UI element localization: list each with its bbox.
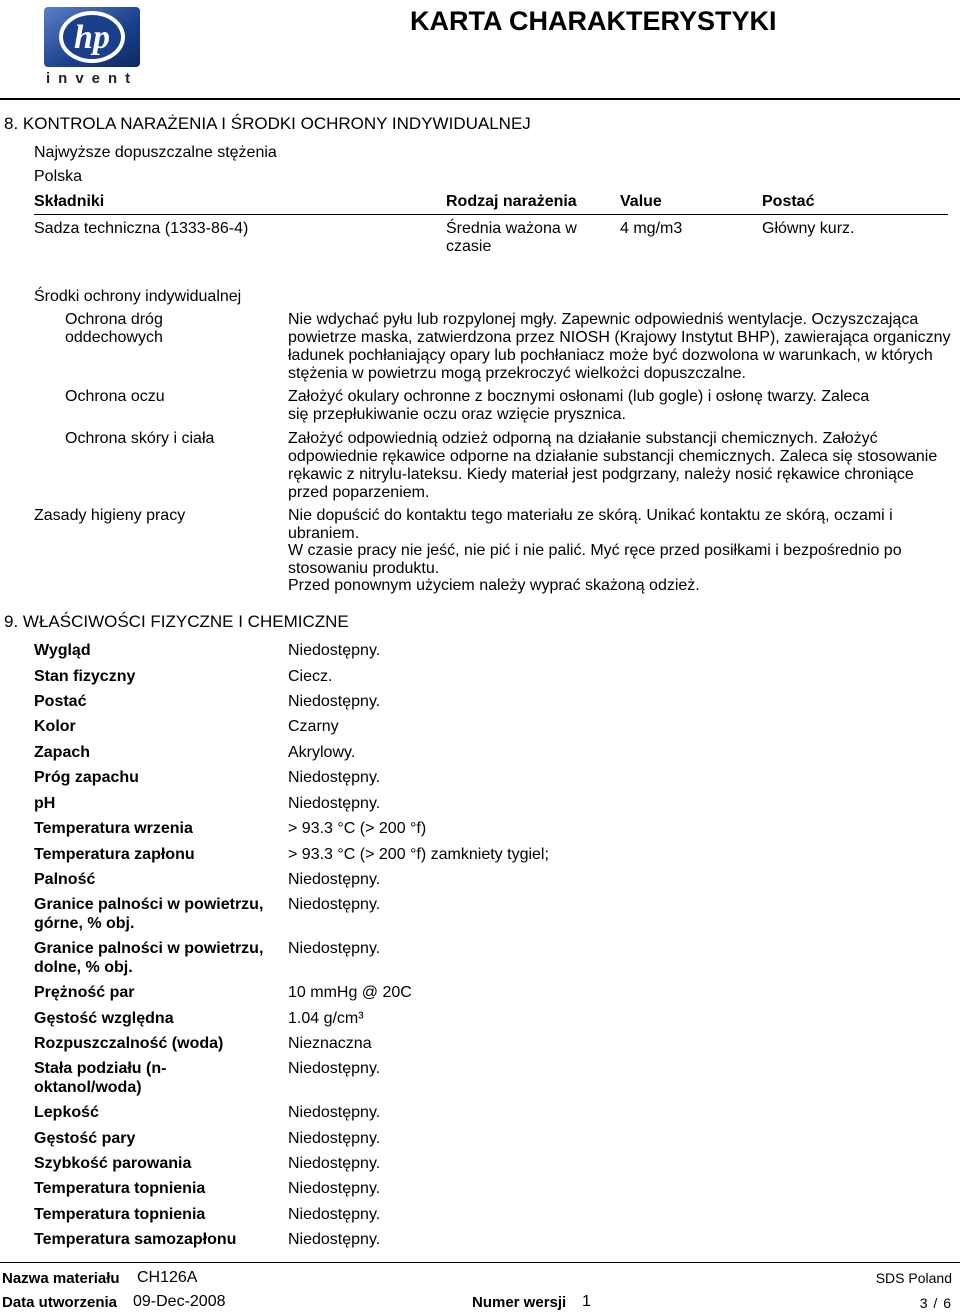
property-label: Lepkość (34, 1104, 99, 1121)
version-value: 1 (582, 1293, 591, 1310)
property-label: Prężność par (34, 984, 135, 1001)
ppe-heading: Środki ochrony indywidualnej (34, 288, 242, 305)
property-label: Kolor (34, 718, 76, 735)
footer-rule (0, 1262, 960, 1263)
ppe-text: Założyć odpowiednią odzież odporną na działanie substancji chemicznych. Założyć odpowiednie rękawice odporne na działanie substancji chemicznych. Zaleca się stosowanie rękawic z nitrylu-lateksu. Kiedy materiał jest podgrzany, należy nosić rękawice chroniące przed poparzeniem. (288, 430, 938, 501)
property-label: Granice palności w powietrzu, dolne, % obj. (34, 940, 264, 976)
material-name-value: CH126A (137, 1269, 198, 1286)
ppe-label: Ochrona oczu (65, 388, 165, 405)
property-label: Temperatura zapłonu (34, 846, 195, 863)
property-label: Temperatura topnienia (34, 1206, 206, 1223)
property-value: Niedostępny. (288, 693, 381, 710)
ppe-label: Ochrona dróg oddechowych (65, 311, 163, 346)
property-value: Niedostępny. (288, 1060, 381, 1077)
table-cell-exposure-type: Średnia ważona w czasie (446, 220, 577, 255)
logo-text: hp (74, 19, 110, 56)
property-value: Niedostępny. (288, 1231, 381, 1248)
property-label: Temperatura wrzenia (34, 820, 193, 837)
property-value: 1.04 g/cm³ (288, 1010, 364, 1027)
property-label: Granice palności w powietrzu, górne, % obj. (34, 896, 264, 932)
property-label: Temperatura topnienia (34, 1180, 206, 1197)
property-value: Niedostępny. (288, 940, 381, 957)
property-label: Stała podziału (n-oktanol/woda) (34, 1060, 167, 1096)
property-value: Niedostępny. (288, 642, 381, 659)
section-9-title: 9. WŁAŚCIWOŚCI FIZYCZNE I CHEMICZNE (4, 612, 349, 631)
section-8-title: 8. KONTROLA NARAŻENIA I ŚRODKI OCHRONY INDYWIDUALNEJ (4, 114, 531, 133)
property-value: Niedostępny. (288, 871, 381, 888)
property-value: Niedostępny. (288, 795, 381, 812)
ppe-text: Założyć okulary ochronne z bocznymi osłonami (lub gogle) i osłonę twarzy. Zaleca się przepłukiwanie oczu oraz wzięcie prysznica. (288, 388, 870, 423)
hygiene-line: W czasie pracy nie jeść, nie pić i nie palić. Myć ręce przed posiłkami i bezpośrednio po stosowaniu produktu. (288, 542, 902, 577)
property-label: Temperatura samozapłonu (34, 1231, 237, 1248)
table-header-exposure-type: Rodzaj narażenia (446, 193, 577, 210)
property-value: 10 mmHg @ 20C (288, 984, 412, 1001)
limits-heading: Najwyższe dopuszczalne stężenia (34, 144, 277, 161)
property-label: Palność (34, 871, 96, 888)
material-name-label: Nazwa materiału (2, 1270, 120, 1287)
property-value: Niedostępny. (288, 1130, 381, 1147)
property-value: Niedostępny. (288, 769, 381, 786)
page-number: 3 / 6 (919, 1295, 952, 1311)
table-header-rule (34, 214, 948, 215)
property-label: Wygląd (34, 642, 91, 659)
table-header-value: Value (620, 193, 662, 210)
property-value: > 93.3 °C (> 200 °f) zamkniety tygiel; (288, 846, 549, 863)
property-value: Niedostępny. (288, 1206, 381, 1223)
header-rule (0, 98, 960, 100)
property-value: Niedostępny. (288, 896, 381, 913)
table-cell-ingredient: Sadza techniczna (1333-86-4) (34, 220, 249, 237)
table-cell-form: Główny kurz. (762, 220, 855, 237)
document-title: KARTA CHARAKTERYSTYKI (410, 6, 777, 36)
property-label: pH (34, 795, 56, 812)
property-value: Niedostępny. (288, 1104, 381, 1121)
region-label: SDS Poland (875, 1270, 952, 1286)
property-value: > 93.3 °C (> 200 °f) (288, 820, 427, 837)
country-label: Polska (34, 168, 83, 185)
hygiene-line: Przed ponownym użyciem należy wyprać skażoną odzież. (288, 577, 700, 594)
hygiene-label: Zasady higieny pracy (34, 507, 186, 524)
hygiene-line: Nie dopuścić do kontaktu tego materiału ze skórą. Unikać kontaktu ze skórą, oczami i ubraniem. (288, 507, 893, 542)
property-value: Akrylowy. (288, 744, 356, 761)
property-label: Próg zapachu (34, 769, 139, 786)
table-cell-value: 4 mg/m3 (620, 220, 683, 237)
logo-tagline: invent (46, 70, 139, 87)
created-date-label: Data utworzenia (2, 1294, 118, 1311)
property-label: Gęstość względna (34, 1010, 174, 1027)
table-header-ingredients: Składniki (34, 193, 105, 210)
property-label: Rozpuszczalność (woda) (34, 1035, 224, 1052)
property-label: Stan fizyczny (34, 668, 136, 685)
property-value: Niedostępny. (288, 1155, 381, 1172)
property-label: Postać (34, 693, 87, 710)
created-date-value: 09-Dec-2008 (133, 1293, 226, 1310)
property-label: Szybkość parowania (34, 1155, 192, 1172)
property-value: Czarny (288, 718, 339, 735)
property-value: Nieznaczna (288, 1035, 372, 1052)
ppe-label: Ochrona skóry i ciała (65, 430, 215, 447)
property-value: Niedostępny. (288, 1180, 381, 1197)
property-label: Gęstość pary (34, 1130, 136, 1147)
version-label: Numer wersji (472, 1294, 567, 1311)
ppe-text: Nie wdychać pyłu lub rozpylonej mgły. Zapewnic odpowiedniś wentylacje. Oczyszczająca powietrze maska, zatwierdzona przez NIOSH (Krajowy Instytut BHP), zawierająca organiczny ładunek pochłaniający opary lub pochłaniacz może być dozwolona w warunkach, w których stężenia w powietrzu mogą przekroczyć wielkożci dopuszczalne. (288, 311, 951, 382)
table-header-form: Postać (762, 193, 815, 210)
property-value: Ciecz. (288, 668, 333, 685)
property-label: Zapach (34, 744, 91, 761)
